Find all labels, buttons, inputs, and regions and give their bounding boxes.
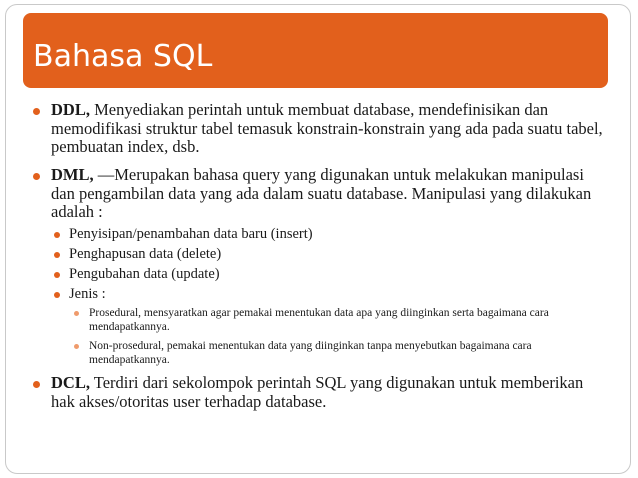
bullet-icon: [54, 252, 60, 258]
term-dcl: DCL,: [51, 373, 90, 392]
bullet-icon: [54, 272, 60, 278]
list-item-dml: [51, 166, 611, 222]
slide-title: Bahasa SQL: [33, 39, 213, 74]
bullet-icon: [33, 173, 40, 180]
term-ddl: DDL,: [51, 100, 90, 119]
bullet-icon: [33, 381, 40, 388]
sub-item-jenis: Jenis :: [69, 286, 106, 302]
sub-item-insert: Penyisipan/penambahan data baru (insert): [69, 226, 313, 242]
list-item-dcl: [51, 374, 611, 411]
jenis-item-non-prosedural: Non-prosedural, pemakai menentukan data yang diinginkan tanpa menyebutkan bagaimana cara mendapatkannya.: [89, 340, 532, 366]
list-item-ddl: [51, 101, 611, 157]
term-dml: DML,: [51, 165, 94, 184]
bullet-icon: [74, 344, 79, 349]
desc-dcl: Terdiri dari sekolompok perintah SQL yang digunakan untuk memberikan hak akses/otoritas user terhadap database.: [51, 373, 584, 411]
bullet-icon: [54, 232, 60, 238]
desc-dml: —Merupakan bahasa query yang digunakan untuk melakukan manipulasi dan pengambilan data yang ada dalam suatu database. Manipulasi yang dilakukan adalah :: [51, 165, 592, 221]
bullet-icon: [74, 311, 79, 316]
jenis-item-prosedural: Prosedural, mensyaratkan agar pemakai menentukan data apa yang diinginkan serta bagaimana cara mendapatkannya.: [89, 307, 549, 333]
sub-item-delete: Penghapusan data (delete): [69, 246, 222, 262]
bullet-icon: [54, 292, 60, 298]
sub-item-update: Pengubahan data (update): [69, 266, 220, 282]
desc-ddl: Menyediakan perintah untuk membuat database, mendefinisikan dan memodifikasi struktur tabel temasuk konstrain-konstrain yang ada pada suatu tabel, pembuatan index, dsb.: [51, 100, 603, 156]
title-bar: [23, 13, 608, 88]
bullet-icon: [33, 108, 40, 115]
